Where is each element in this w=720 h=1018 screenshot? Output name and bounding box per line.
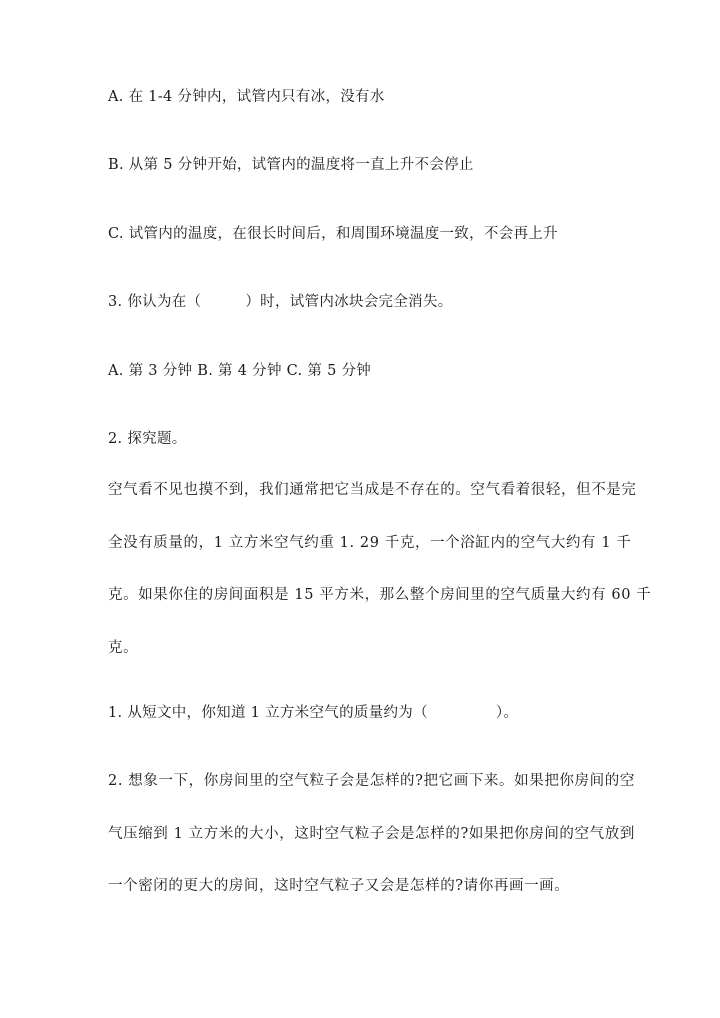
sub-question-1 [108, 703, 518, 723]
sub-question-2 [108, 755, 635, 913]
passage-line: 克。如果你住的房间面积是 15 平方米，那么整个房间里的空气质量大约有 60 千 [108, 587, 652, 603]
question-3-options: A. 第 3 分钟 B. 第 4 分钟 C. 第 5 分钟 [108, 363, 372, 379]
passage-line: 全没有质量的，1 立方米空气约重 1. 29 千克，一个浴缸内的空气大约有 1 千 [108, 534, 632, 551]
sub-question-1-text-after: ）。 [495, 705, 519, 721]
passage [108, 464, 652, 674]
sub-question-2-line: 一个密闭的更大的房间，这时空气粒子又会是怎样的?请你再画一画。 [108, 878, 570, 894]
option-b: B. 从第 5 分钟开始，试管内的温度将一直上升不会停止 [108, 157, 474, 173]
question-3 [108, 292, 453, 312]
section-heading: 2. 探究题。 [108, 431, 187, 447]
passage-line: 空气看不见也摸不到，我们通常把它当成是不存在的。空气看着很轻，但不是完 [108, 482, 637, 498]
sub-question-1-text-before: 1. 从短文中，你知道 1 立方米空气的质量约为（ [108, 705, 428, 721]
passage-line: 克。 [108, 639, 139, 656]
sub-question-2-line: 2. 想象一下，你房间里的空气粒子会是怎样的?把它画下来。如果把你房间的空 [108, 773, 635, 789]
option-c: C. 试管内的温度，在很长时间后，和周围环境温度一致，不会再上升 [108, 226, 558, 242]
question-3-text-before: 3. 你认为在（ [108, 294, 202, 310]
option-a: A. 在 1-4 分钟内，试管内只有冰，没有水 [108, 89, 385, 105]
sub-question-2-line: 气压缩到 1 立方米的大小，这时空气粒子会是怎样的?如果把你房间的空气放到 [108, 825, 635, 842]
question-3-text-after: ）时，试管内冰块会完全消失。 [245, 294, 453, 310]
